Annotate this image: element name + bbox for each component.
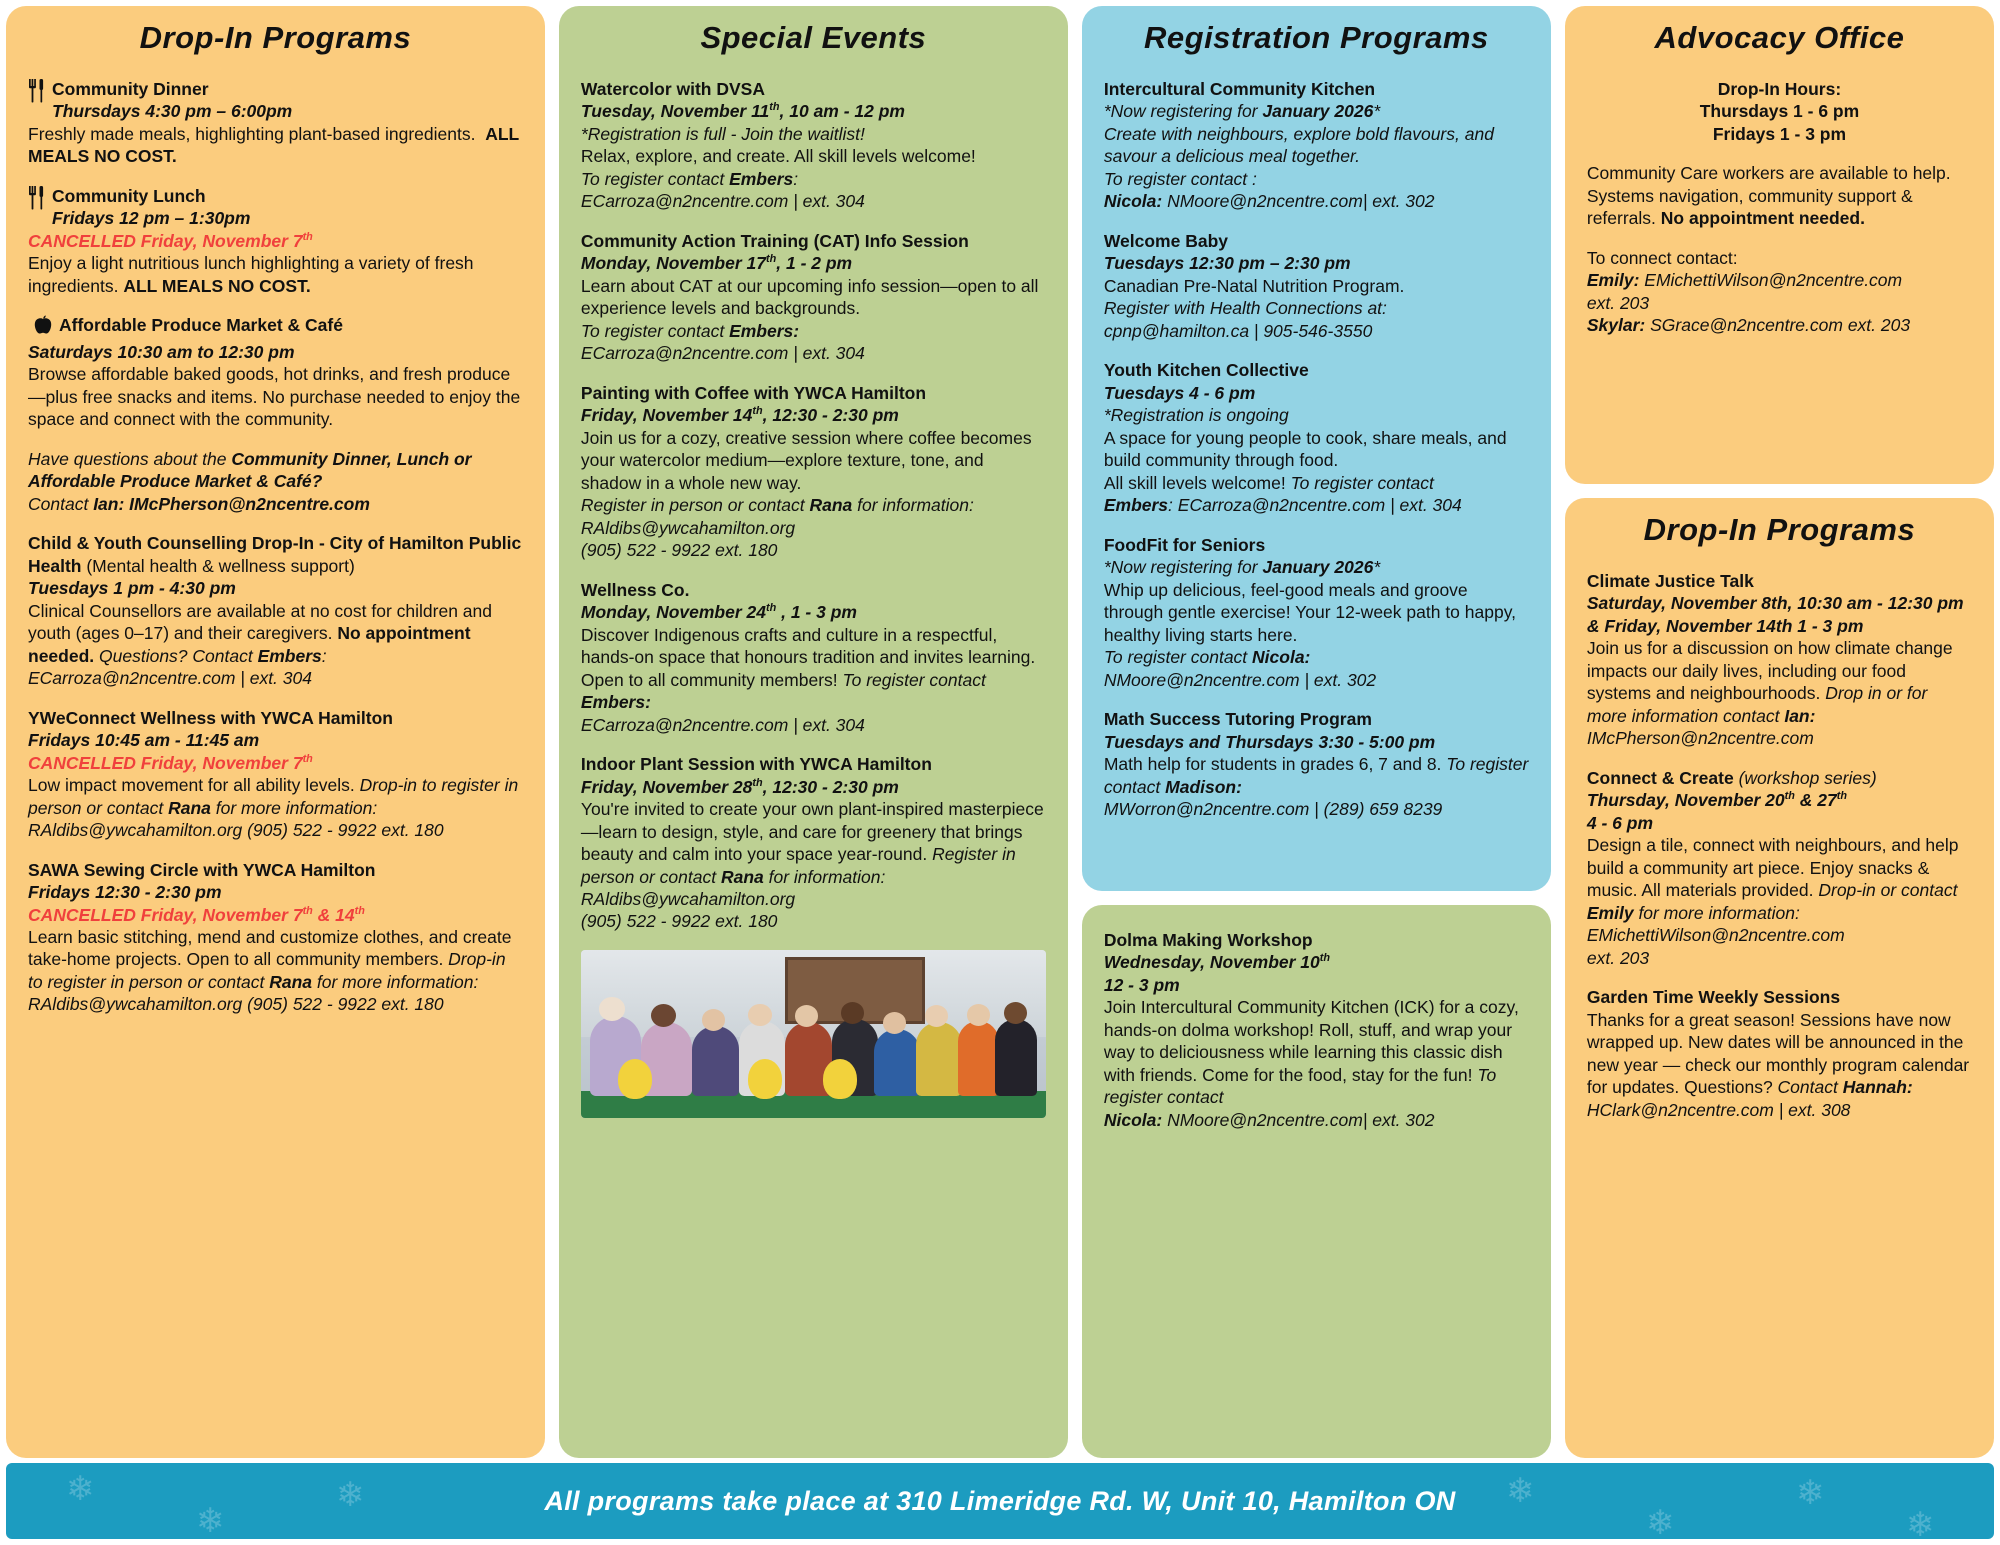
program-desc: Design a tile, connect with neighbours, and help build a community art piece. Enjoy snacks & music. All materials provided. (1586, 835, 1959, 901)
program-desc-italic: Questions? Contact (94, 645, 258, 666)
apple-icon (34, 315, 52, 340)
column-advocacy-dropin (1565, 6, 1994, 1545)
snowflake-icon: ❄ (336, 1476, 365, 1514)
register-lead: Contact (1777, 1077, 1843, 1098)
registering-month: January 2026 (1262, 557, 1374, 578)
program-desc-bold: ALL MEALS NO COST. (28, 123, 519, 167)
contact-person-emily: Emily: (1586, 270, 1640, 291)
event-time: Friday, November 14 (580, 405, 753, 426)
program-desc: Create with neighbours, explore bold flavours, and savour a delicious meal together. (1103, 123, 1494, 167)
register-tail: for information: (852, 495, 974, 516)
program-desc: Thanks for a great season! Sessions have now wrapped up. New dates will be announced in the new year — check our monthly program calendar for updates. Questions? (1586, 1009, 1970, 1098)
program-desc-bold: ALL MEALS NO COST. (123, 275, 311, 296)
event-name: Indoor Plant Session with YWCA Hamilton (580, 754, 932, 775)
contact-person: Emily (1586, 902, 1634, 923)
program-desc: Learn basic stitching, mend and customize clothes, and create take-home projects. Open to all community members. (28, 926, 512, 970)
ordinal-suffix: th (1319, 952, 1331, 965)
event-time: Friday, November 28 (580, 776, 753, 797)
program-time: Tuesdays 12:30 pm – 2:30 pm (1103, 253, 1351, 274)
program-name: Affordable Produce Market & Café (59, 315, 343, 336)
contact-email-emily: EMichettiWilson@n2ncentre.com (1639, 270, 1903, 291)
event-time-tail: , 12:30 - 2:30 pm (762, 405, 899, 426)
event-name: Community Action Training (CAT) Info Session (580, 230, 969, 251)
event-time-2: 12 - 3 pm (1103, 974, 1180, 995)
contact-email-skylar: SGrace@n2ncentre.com ext. 203 (1645, 315, 1911, 336)
contact-person: Embers: (729, 320, 800, 341)
ordinal-suffix: th (769, 101, 780, 114)
contact-person-skylar: Skylar: (1586, 315, 1646, 336)
program-time: Tuesdays 4 - 6 pm (1103, 382, 1256, 403)
contact-phone: (905) 522 - 9922 ext. 180 (580, 911, 778, 932)
event-time: Monday, November 17 (580, 253, 766, 274)
contact-phone: (905) 522 - 9922 ext. 180 (580, 540, 778, 561)
ordinal-suffix: th (1784, 790, 1795, 803)
card-title-dropin-left: Drop-In Programs (139, 20, 412, 55)
snowflake-icon: ❄ (1796, 1474, 1825, 1512)
ordinal-suffix: th (752, 776, 763, 789)
contact-person: Nicola: (1252, 647, 1311, 668)
program-community-lunch (28, 185, 523, 297)
questions-lead: Have questions about the (28, 448, 232, 469)
event-desc: Join Intercultural Community Kitchen (ICK) for a cozy, hands-on dolma workshop! Roll, stuff, and wrap your way to deliciousness while learning this classic dish with friends. Come for the food, stay for the fun! (1103, 997, 1519, 1085)
register-lead: To register contact (580, 168, 730, 189)
cancelled-extra: & 14 (312, 904, 355, 925)
cancelled-notice: CANCELLED Friday, November 7 (28, 230, 303, 251)
register-tail: : (793, 168, 799, 189)
cancelled-notice: CANCELLED Friday, November 7 (28, 752, 303, 773)
program-desc-2: All skill levels welcome! (1103, 472, 1291, 493)
program-desc: Join us for a discussion on how climate change impacts our daily lives, including our food systems and neighbourhoods. (1586, 638, 1953, 704)
contact-person: Madison: (1165, 776, 1242, 797)
advocacy-desc-bold: No appointment needed. (1660, 208, 1865, 229)
program-connect-and-create (1587, 767, 1972, 969)
contact-person: Embers: (580, 692, 651, 713)
contact-email: MWorron@n2ncentre.com | (289) 659 8239 (1103, 799, 1443, 820)
register-lead: To register contact : (1103, 168, 1257, 189)
program-time-2: 4 - 6 pm (1586, 812, 1654, 833)
contact-person: Embers (257, 645, 322, 666)
column-special-events (559, 6, 1068, 1545)
drop-in-hours-label: Drop-In Hours: (1717, 79, 1842, 99)
register-lead: To register contact (1103, 647, 1253, 668)
program-desc: Whip up delicious, feel-good meals and groove through gentle exercise! Your 12-week path to happy, healthy living starts here. (1103, 579, 1517, 645)
contact-person: Rana (269, 971, 313, 992)
snowflake-icon: ❄ (1906, 1506, 1935, 1539)
column-dropin-left (6, 6, 545, 1545)
program-name: Math Success Tutoring Program (1103, 709, 1372, 730)
program-name: Climate Justice Talk (1586, 571, 1754, 591)
contact-detail: for more information: RAldibs@ywcahamilton.org (905) 522 - 9922 ext. 180 (28, 971, 479, 1015)
ordinal-suffix-2: th (354, 904, 365, 917)
event-desc: Learn about CAT at our upcoming info session—open to all experience levels and backgrounds. (580, 275, 1039, 319)
program-desc: Freshly made meals, highlighting plant-based ingredients. (28, 123, 476, 144)
event-dolma-making-workshop (1104, 929, 1529, 1131)
connect-label: To connect contact: (1586, 247, 1738, 268)
contact-email: NMoore@n2ncentre.com| ext. 302 (1162, 191, 1435, 212)
program-time: Thursdays 4:30 pm – 6:00pm (52, 101, 293, 122)
hours-thursdays: Thursdays 1 - 6 pm (1699, 101, 1860, 122)
card-title-registration: Registration Programs (1144, 20, 1489, 55)
questions-programs: Community Dinner, Lunch or Affordable Produce Market & Café? (28, 448, 472, 492)
program-desc-italic: Drop-in to register in person or contact (28, 775, 519, 818)
advocacy-desc: Community Care workers are available to help. Systems navigation, community support & referrals. (1586, 163, 1951, 229)
contact-email: ECarroza@n2ncentre.com | ext. 304 (580, 343, 865, 364)
program-time: Fridays 10:45 am - 11:45 am (28, 730, 260, 751)
contact-person: Rana (720, 866, 764, 887)
register-lead: Register with Health Connections at: (1103, 298, 1387, 319)
contact-person: Embers (1103, 495, 1169, 516)
contact-email: NMoore@n2ncentre.com | ext. 302 (1103, 669, 1377, 690)
contact-ext: ext. 203 (1586, 947, 1650, 968)
card-registration-programs (1082, 6, 1551, 891)
program-yweconnect-wellness (28, 707, 523, 842)
registering-note-lead: *Now registering for (1103, 101, 1263, 122)
program-youth-kitchen-collective (1104, 359, 1529, 516)
event-time-tail: , 1 - 3 pm (776, 602, 857, 623)
event-time: Tuesday, November 11 (580, 101, 770, 122)
register-lead: Register in person or contact (580, 844, 1016, 887)
program-intercultural-community-kitchen (1104, 78, 1529, 213)
event-name: Painting with Coffee with YWCA Hamilton (580, 382, 927, 403)
program-name: Garden Time Weekly Sessions (1586, 987, 1841, 1008)
program-time: Tuesdays and Thursdays 3:30 - 5:00 pm (1103, 731, 1436, 752)
footer-address-text: All programs take place at 310 Limeridge Rd. W, Unit 10, Hamilton ON (544, 1485, 1456, 1516)
event-time-tail: , 12:30 - 2:30 pm (762, 776, 899, 797)
registering-note-lead: *Now registering for (1103, 557, 1263, 578)
card-special-events (559, 6, 1068, 1458)
contact-person: Rana (168, 797, 211, 818)
contact-email: RAldibs@ywcahamilton.org (580, 517, 796, 538)
footer-banner (6, 1463, 1994, 1539)
program-welcome-baby (1104, 230, 1529, 342)
contact-person: Rana (809, 495, 853, 516)
register-lead: To register contact (1103, 754, 1529, 797)
program-name: YWeConnect Wellness with YWCA Hamilton (28, 707, 393, 728)
card-dolma-workshop (1082, 905, 1551, 1458)
program-name: Community Dinner (52, 79, 209, 99)
contact-email: ECarroza@n2ncentre.com | ext. 304 (580, 714, 865, 735)
contact-email: for more information: EMichettiWilson@n2ncentre.com (1586, 902, 1845, 946)
event-desc: You're invited to create your own plant-inspired masterpiece—learn to design, style, and care for greenery that brings beauty and calm into your space year-round. (580, 799, 1044, 865)
event-wellness-co (581, 579, 1046, 736)
contact-person: Embers (729, 168, 794, 189)
ordinal-suffix: th (752, 405, 763, 418)
program-name: Community Lunch (52, 185, 206, 206)
contact-person: Nicola: (1103, 1109, 1163, 1130)
program-math-success-tutoring (1104, 708, 1529, 820)
event-note: *Registration is full - Join the waitlist! (580, 123, 865, 144)
program-affordable-produce-market (28, 314, 523, 430)
program-questions-block (28, 448, 523, 515)
snowflake-icon: ❄ (1646, 1504, 1675, 1539)
program-time: Fridays 12:30 - 2:30 pm (28, 882, 222, 903)
program-name: Intercultural Community Kitchen (1103, 79, 1376, 99)
register-lead: To register contact (1290, 472, 1434, 493)
program-time: Saturdays 10:30 am to 12:30 pm (28, 341, 295, 362)
registering-month: January 2026 (1262, 101, 1374, 122)
event-desc: Discover Indigenous crafts and culture in a respectful, hands-on space that honours tradition and invites learning. Open to all community members! (580, 624, 1036, 690)
advocacy-contacts (1587, 247, 1972, 337)
fork-knife-icon (28, 79, 45, 108)
snowflake-icon: ❄ (66, 1470, 95, 1508)
register-lead: To register contact (580, 320, 730, 341)
card-advocacy-office (1565, 6, 1994, 484)
hours-fridays: Fridays 1 - 3 pm (1712, 123, 1847, 144)
ordinal-suffix: th (302, 904, 313, 917)
ordinal-suffix: th (766, 602, 777, 615)
program-name: Welcome Baby (1103, 230, 1229, 251)
program-name-suffix: (Mental health & wellness support) (81, 555, 355, 576)
program-sawa-sewing-circle (28, 859, 523, 1016)
event-name: Dolma Making Workshop (1103, 930, 1313, 950)
ordinal-suffix: th (302, 752, 313, 765)
program-desc: Browse affordable baked goods, hot drinks, and fresh produce—plus free snacks and items. No purchase needed to enjoy the space and connect with the community. (28, 364, 521, 430)
event-time-tail: , 1 - 2 pm (776, 253, 853, 274)
program-foodfit-for-seniors (1104, 534, 1529, 691)
program-climate-justice-talk (1587, 570, 1972, 750)
event-name: Watercolor with DVSA (580, 79, 765, 99)
program-desc: Clinical Counsellors are available at no cost for children and youth (ages 0–17) and their caregivers. (28, 600, 492, 644)
event-name: Wellness Co. (580, 579, 690, 600)
register-lead: Drop-in or contact (1818, 880, 1958, 901)
program-name: SAWA Sewing Circle with YWCA Hamilton (28, 859, 376, 880)
register-lead: Drop in or for more information contact (1586, 683, 1928, 726)
program-desc: Canadian Pre-Natal Nutrition Program. (1103, 275, 1405, 296)
program-name: Child & Youth Counselling Drop-In - City of Hamilton Public Health (28, 533, 522, 576)
contact-ext-emily: ext. 203 (1586, 292, 1650, 313)
card-title-dropin-right: Drop-In Programs (1643, 512, 1916, 547)
contact-lead: Contact (28, 493, 94, 514)
contact-email: ECarroza@n2ncentre.com | ext. 304 (580, 191, 865, 212)
event-painting-with-coffee (581, 382, 1046, 562)
contact-person: Hannah: (1842, 1077, 1913, 1098)
card-title-special-events: Special Events (700, 20, 927, 55)
cancelled-notice: CANCELLED Friday, November 7 (28, 904, 303, 925)
event-desc: Relax, explore, and create. All skill levels welcome! (580, 146, 976, 167)
event-time: Wednesday, November 10 (1103, 952, 1320, 973)
contact-email: IMcPherson@n2ncentre.com (1586, 728, 1814, 749)
card-dropin-programs-right (1565, 498, 1994, 1458)
ordinal-suffix-2: th (1836, 790, 1847, 803)
ordinal-suffix: th (302, 231, 313, 244)
program-time: Fridays 12 pm – 1:30pm (52, 208, 251, 229)
contact-email: Ian: IMcPherson@n2ncentre.com (93, 493, 370, 514)
column-registration (1082, 6, 1551, 1545)
card-dropin-programs-left (6, 6, 545, 1458)
program-time: Saturday, November 8th, 10:30 am - 12:30 pm & Friday, November 14th 1 - 3 pm (1586, 593, 1964, 636)
fork-knife-icon (28, 186, 45, 215)
register-lead: To register contact (1103, 1064, 1497, 1108)
program-name: FoodFit for Seniors (1103, 534, 1266, 555)
registering-note-tail: * (1373, 557, 1381, 578)
program-community-dinner (28, 78, 523, 168)
snowflake-icon: ❄ (1506, 1472, 1535, 1510)
program-desc: A space for young people to cook, share meals, and build community through food. (1103, 427, 1507, 471)
register-lead: Register in person or contact (580, 495, 810, 516)
advocacy-hours-block (1587, 78, 1972, 145)
contact-email: NMoore@n2ncentre.com| ext. 302 (1162, 1109, 1435, 1130)
contact-detail: for more information: RAldibs@ywcahamilton.org (905) 522 - 9922 ext. 180 (28, 797, 444, 841)
contact-email: : ECarroza@n2ncentre.com | ext. 304 (1168, 495, 1462, 516)
program-time: Thursday, November 20 (1586, 790, 1785, 811)
program-desc: Enjoy a light nutritious lunch highlighting a variety of fresh ingredients. (28, 253, 474, 296)
event-watercolor-dvsa (581, 78, 1046, 213)
event-cat-info-session (581, 230, 1046, 365)
register-tail: for information: RAldibs@ywcahamilton.org (580, 866, 886, 909)
contact-email: cpnp@hamilton.ca | 905-546-3550 (1103, 320, 1373, 341)
contact-person: Ian: (1784, 705, 1816, 726)
event-desc: Join us for a cozy, creative session where coffee becomes your watercolor medium—explore texture, tone, and shadow in a whole new way. (580, 427, 1032, 493)
registering-note-tail: * (1373, 101, 1381, 122)
event-indoor-plant-session (581, 753, 1046, 933)
event-time: Monday, November 24 (580, 602, 766, 623)
registration-note: *Registration is ongoing (1103, 405, 1289, 426)
contact-email: HClark@n2ncentre.com | ext. 308 (1586, 1099, 1851, 1120)
contact-detail: : ECarroza@n2ncentre.com | ext. 304 (28, 645, 327, 689)
event-time-tail: , 10 am - 12 pm (779, 101, 905, 122)
snowflake-icon: ❄ (196, 1502, 225, 1539)
card-title-advocacy-office: Advocacy Office (1654, 20, 1905, 55)
program-time-mid: & 27 (1794, 790, 1837, 811)
group-photo-community-members (581, 950, 1046, 1118)
register-lead: To register contact (842, 669, 986, 690)
program-name-suffix: (workshop series) (1733, 767, 1877, 788)
contact-person: Nicola: (1103, 191, 1163, 212)
program-time: Tuesdays 1 pm - 4:30 pm (28, 578, 236, 599)
program-name: Youth Kitchen Collective (1103, 360, 1309, 381)
program-desc: Low impact movement for all ability levels. (28, 775, 360, 796)
program-garden-time-weekly (1587, 986, 1972, 1121)
program-name: Connect & Create (1586, 767, 1734, 788)
advocacy-description (1587, 162, 1972, 229)
program-desc: Math help for students in grades 6, 7 and 8. (1103, 754, 1447, 775)
ordinal-suffix: th (766, 253, 777, 266)
program-desc-bold: No appointment needed. (28, 623, 471, 666)
program-desc-italic: Drop-in to register in person or contact (28, 949, 506, 992)
program-child-youth-counselling (28, 532, 523, 689)
